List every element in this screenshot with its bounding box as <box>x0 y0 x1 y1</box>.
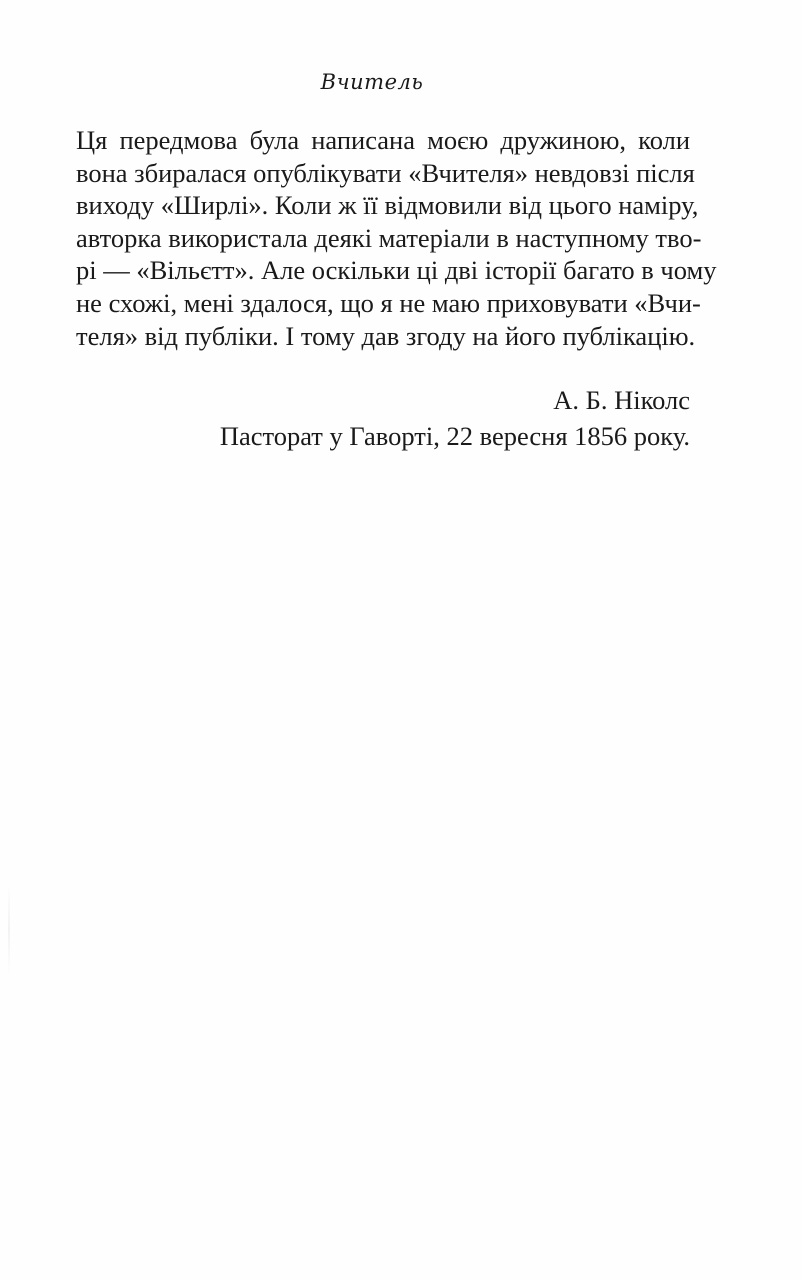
preface-line: Ця передмова була написана моєю дружиною, коли <box>76 125 690 155</box>
running-title: Вчитель <box>320 70 424 94</box>
signature-author: А. Б. Ніколс <box>553 385 690 415</box>
signature-block <box>76 382 690 454</box>
preface-line: теля» від публіки. І тому дав згоду на його публікацію. <box>76 320 696 351</box>
preface-line: вона збиралася опублікувати «Вчителя» невдовзі після <box>76 157 695 188</box>
preface-line: виходу «Ширлі». Коли ж її відмовили від цього наміру, <box>76 190 699 221</box>
preface-line: авторка використала деякі матеріали в наступному тво- <box>76 222 702 253</box>
preface-line: рі — «Вільєтт». Але оскільки ці дві історії багато в чому <box>76 255 717 286</box>
signature-place-date: Пасторат у Гаворті, 22 вересня 1856 року. <box>219 421 690 451</box>
scan-edge-mark <box>8 880 10 980</box>
preface-line: не схожі, мені здалося, що я не маю приховувати «Вчи- <box>76 287 701 318</box>
preface-paragraph <box>76 124 717 352</box>
